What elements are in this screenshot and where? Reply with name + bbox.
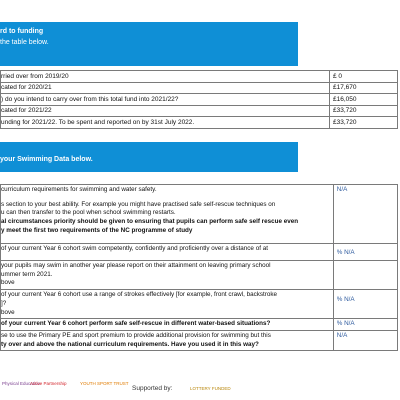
swim-text: ummer term 2021. <box>1 270 53 278</box>
funding-banner <box>0 22 298 66</box>
table-row <box>1 117 398 129</box>
supported-by-label: Supported by: <box>132 385 173 392</box>
swim-text: u can then transfer to the pool when school swimming restarts. <box>1 209 176 217</box>
table-row <box>1 244 398 261</box>
funding-label: cated for 2020/21 <box>1 82 330 94</box>
swim-question-cell <box>1 244 334 261</box>
table-row <box>1 185 398 244</box>
swim-text: of your current Year 6 cohort perform safe self-rescue in different water-based situations? <box>1 320 271 328</box>
swim-question-cell <box>1 261 334 290</box>
table-row <box>1 319 398 331</box>
table-row <box>1 105 398 117</box>
swim-text: s section to your best ability. For example you might have practised safe self-rescue techniques on <box>1 200 276 208</box>
swim-text: y meet the first two requirements of the NC programme of study <box>1 226 193 234</box>
funding-amount[interactable]: £ 0 <box>330 71 398 83</box>
table-row <box>1 290 398 319</box>
swim-text: al circumstances priority should be given to ensuring that pupils can perform safe self rescue even <box>1 218 299 226</box>
funding-amount[interactable]: £33,720 <box>330 105 398 117</box>
swim-text: ]? <box>1 299 7 307</box>
swim-text: bove <box>1 279 15 287</box>
funding-label: cated for 2021/22 <box>1 105 330 117</box>
swim-text: bove <box>1 308 15 316</box>
funding-label: ) do you intend to carry over from this total fund into 2021/22? <box>1 94 330 106</box>
swim-text: of your current Year 6 cohort use a range of strokes effectively [for example, front crawl, backstroke <box>1 291 278 299</box>
swim-text <box>1 341 333 350</box>
funding-banner-title: rd to funding <box>0 28 44 35</box>
table-row <box>1 71 398 83</box>
swimming-banner <box>0 142 298 172</box>
active-partnership-logo: Active Partnership <box>30 381 67 386</box>
funding-label: unding for 2021/22. To be spent and reported on by 31st July 2022. <box>1 117 330 129</box>
swim-question-cell <box>1 319 334 331</box>
swim-answer[interactable]: N/A <box>333 330 397 350</box>
swim-answer[interactable]: % N/A <box>333 244 397 261</box>
swim-text-bold: ty over and above the national curriculum requirements. Have you used it in this way? <box>1 340 259 348</box>
footer <box>0 378 400 400</box>
swim-answer[interactable]: % N/A <box>333 319 397 331</box>
swim-answer[interactable]: % N/A <box>333 290 397 319</box>
swim-answer[interactable]: N/A <box>333 185 397 244</box>
swim-question-cell <box>1 330 334 350</box>
swim-question-cell <box>1 290 334 319</box>
swimming-banner-title: your Swimming Data below. <box>0 156 93 163</box>
funding-label: rried over from 2019/20 <box>1 71 330 83</box>
funding-amount[interactable]: £33,720 <box>330 117 398 129</box>
funding-banner-subtitle: the table below. <box>0 39 49 46</box>
funding-table <box>0 70 398 129</box>
swim-requirements-cell <box>1 185 334 244</box>
lottery-logo: LOTTERY FUNDED <box>190 386 231 391</box>
swim-text: se to use the Primary PE and sport premium to provide additional provision for swimming but this <box>1 331 271 339</box>
table-row <box>1 330 398 350</box>
swim-text: your pupils may swim in another year please report on their attainment on leaving primary school <box>1 262 271 269</box>
table-row <box>1 82 398 94</box>
pe-logo: Physical Education <box>2 381 41 386</box>
swimming-table <box>0 184 398 351</box>
table-row <box>1 94 398 106</box>
swim-text: of your current Year 6 cohort swim competently, confidently and proficiently over a distance of at <box>1 245 268 252</box>
swim-text: curriculum requirements for swimming and water safety. <box>1 186 157 193</box>
funding-amount[interactable]: £16,050 <box>330 94 398 106</box>
swim-answer-empty[interactable] <box>333 261 397 290</box>
youth-sport-trust-logo: YOUTH SPORT TRUST <box>80 381 129 386</box>
funding-amount[interactable]: £17,670 <box>330 82 398 94</box>
table-row <box>1 261 398 290</box>
